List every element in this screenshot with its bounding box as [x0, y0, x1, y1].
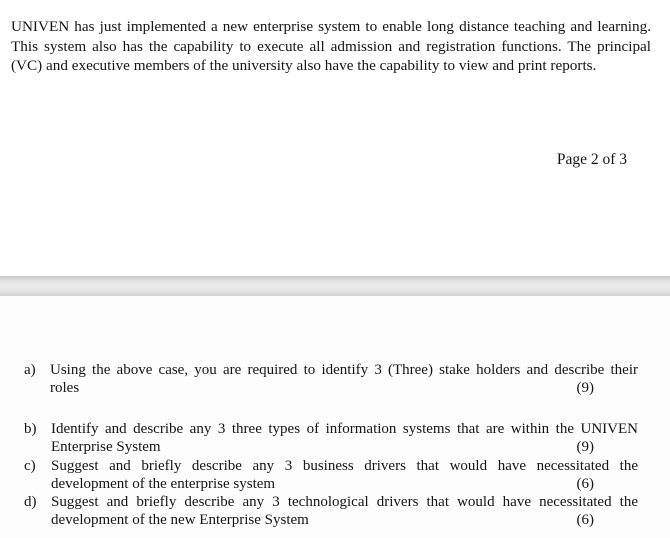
- question-letter: c): [24, 458, 36, 474]
- question-marks: (6): [576, 511, 594, 528]
- question-body: [51, 458, 638, 493]
- page-number: Page 2 of 3: [556, 151, 627, 168]
- question-line-2: [51, 439, 638, 457]
- question-line-text: development of the enterprise system: [51, 475, 276, 492]
- question-line: Suggest and briefly describe any 3 technological drivers that would have necessitated the: [51, 494, 638, 510]
- question-c: [24, 458, 638, 493]
- question-letter: d): [24, 494, 37, 510]
- question-body: [51, 421, 638, 456]
- question-letter: a): [24, 362, 36, 378]
- question-marks: (6): [576, 475, 594, 492]
- question-line-2: [51, 476, 638, 494]
- question-letter: b): [24, 421, 37, 437]
- question-line: Identify and describe any 3 three types of information systems that are within the UNIVEN: [51, 421, 638, 437]
- case-intro-paragraph: UNIVEN has just implemented a new enterprise system to enable long distance teaching and learning. This system also has the capability to execute all admission and registration functions. The principal (VC) and executive members of the university also have the capability to view and print reports.: [11, 18, 651, 74]
- question-line-text: roles: [50, 379, 80, 396]
- question-line-2: [51, 512, 638, 530]
- question-line: Using the above case, you are required to identify 3 (Three) stake holders and describe their: [50, 362, 638, 378]
- question-line-text: Enterprise System: [51, 438, 161, 455]
- question-b: [24, 421, 638, 456]
- question-marks: (9): [576, 438, 594, 455]
- question-d: [24, 494, 638, 529]
- question-line-2: [50, 380, 638, 398]
- question-a: [24, 362, 638, 397]
- question-line-text: development of the new Enterprise System: [51, 511, 309, 528]
- question-body: [51, 494, 638, 529]
- question-line: Suggest and briefly describe any 3 business drivers that would have necessitated the: [51, 458, 638, 474]
- question-body: [50, 362, 638, 397]
- question-marks: (9): [576, 379, 594, 396]
- page-separator: [0, 276, 670, 296]
